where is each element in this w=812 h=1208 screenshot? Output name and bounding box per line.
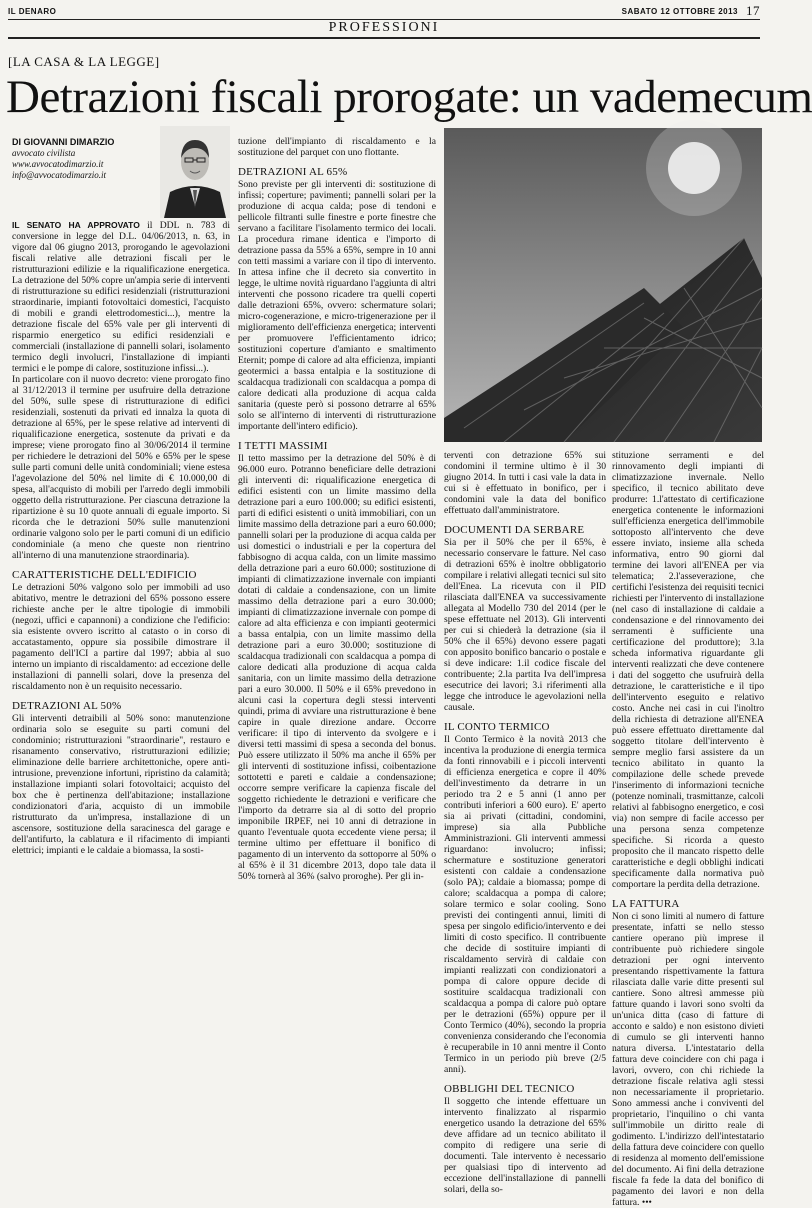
issue-date: SABATO 12 OTTOBRE 2013 xyxy=(621,7,738,16)
subheading: OBBLIGHI DEL TECNICO xyxy=(444,1083,575,1095)
subheading: DETRAZIONI AL 65% xyxy=(238,166,348,178)
section-title: PROFESSIONI xyxy=(328,20,440,35)
paragraph: In particolare con il nuovo decreto: viene prorogato fino al 31/12/2013 il termine per usufruire della detrazione del 50%, sulle spese di ristrutturazione di edifici residenziali, sostenuti da privati ed innalza la quota di detrazione al 65%, per le spese relative ad interventi di riqualificazione energetica, sostenute da privati e da imprese; viene prorogato fino al 30/06/2014 il termine per richiedere le detrazioni del 50% e 65% per le spese sulle parti comuni delle unità condominiali; viene estesa l'agevolazione del 50% nel limite di € 10.000,00 di spesa, all'acquisto di mobili per l'arredo degli immobili oggetto della ristrutturazione. Per ciascuna detrazione la ripartizione è su 10 quote annuali di eguale importo. Si ricorda che le detrazioni 50% sulle manutenzioni ordinarie valgono solo per le parti comuni di un edificio condominiale (a meno che queste non rientrino all'interno di una manutenzione straordinaria). xyxy=(12,374,230,561)
paragraph: stituzione serramenti e del rinnovamento degli impianti di climatizzazione invernale. Nello specifico, il tecnico abilitato deve produrre: 1.l'attestato di certificazione energetica contenente le informazioni sull'efficienza energetica dell'immobile sottoposto all'intervento che deve essere inviato, insieme alla scheda informativa, entro 90 giorni dal termine dei lavori all'ENEA per via telematica; 2.l'asseverazione, che certifichi l'esistenza dei requisiti tecnici richiesti per l'intervento di installazione (nel caso di installazione di caldaie a condensazione e del rinnovamento dei serramenti è sufficiente una certificazione del produttore); 3.la scheda informativa riguardante gli interventi realizzati che deve contenere i dati del soggetto che usufruirà della detrazione, le caratteristiche e il tipo dell'intervento eseguito e relativo costo. Anche nei casi in cui l'inoltro della richiesta di detrazione all'ENEA può essere effettuato direttamente dal soggetto titolare dell'intervento è sempre meglio farsi assistere da un tecnico abilitato in quanto la compilazione delle schede prevede l'inserimento di informazioni tecniche (potenze nominali, trasmittanze, calcoli relativi al fabbisogno energetico, e così via) non sempre di facile accesso per una persona senza competenze specifiche. Si ricorda a questo proposito che il mancato rispetto delle caratteristiche e degli obblighi indicati specificamente dalla normativa può comportare la perdita della detrazione. xyxy=(612,450,764,890)
byline xyxy=(12,137,162,181)
author-email: info@avvocatodimarzio.it xyxy=(12,170,107,180)
solar-panel-photo xyxy=(444,128,762,442)
subheading: I TETTI MASSIMI xyxy=(238,440,328,452)
author-name: DI GIOVANNI DIMARZIO xyxy=(12,137,115,147)
column-2 xyxy=(238,136,436,994)
subheading: DOCUMENTI DA SERBARE xyxy=(444,524,585,536)
section-rule xyxy=(8,37,760,39)
author-website: www.avvocatodimarzio.it xyxy=(12,159,104,169)
paragraph: Sono previste per gli interventi di: sostituzione di infissi; coperture; pavimenti; pannelli solari per la produzione di acqua calda; pose di tendoni e pellicole filtranti sulle finestre e porte finestre che servano a facilitare l'isolamento termico dei locali. La procedura rimane identica e l'importo di detrazione passa da 55% a 65%, sempre in 10 anni con tetti massimi a variare con il tipo di intervento. In attesa infine che il decreto sia convertito in legge, le ultime novità riguardano l'aggiunta di altri interventi che possono ricadere tra quelli coperti dalle detrazioni 65%, ovvero: schermature solari; micro-cogenerazione, e micro-trigenerazione per il miglioramento dell'efficienza energetica; interventi per promuovere l'efficientamento idrico; sostituzioni coperture d'amianto e smaltimento Eternit; pompe di calore ad alta efficienza, impianti geotermici a bassa entalpia e la sostituzione di scaldacqua tradizionali con scaldacqua a pompa di calore dedicati alla produzione di acqua calda sanitaria (queste però si possono detrarre al 65% solo se all'interno di interventi di ristrutturazione importante dell'intero edificio). xyxy=(238,179,436,432)
subheading: DETRAZIONI AL 50% xyxy=(12,700,122,712)
subheading: CARATTERISTICHE DELL'EDIFICIO xyxy=(12,569,197,581)
paragraph: Sia per il 50% che per il 65%, è necessario conservare le fatture. Nel caso di detrazioni 65% è inoltre obbligatorio compilare i relativi allegati tecnici sul sito dell'Enea. La ricevuta con il PID rilasciata dall'ENEA va successivamente allegata al Modello 730 del 2014 (per le spese effettuate nel 2013). Gli interventi per cui si chiederà la detrazione (sia il 50% che il 65%) devono essere pagati con apposito bonifico bancario o postale e si deve indicare: 1.il codice fiscale del contribuente; 2.la partita Iva dell'impresa esecutrice dei lavori; 3.i riferimenti alla legge che introduce le agevolazioni nella causale. xyxy=(444,537,606,713)
paragraph: Il soggetto che intende effettuare un intervento finalizzato al risparmio energetico usando la detrazione del 65% deve affidare ad un tecnico abilitato il compito di redigere una serie di documenti. Tale intervento è necessario per qualsiasi tipo di intervento ad eccezione dell'installazione di pannelli solari, della so- xyxy=(444,1096,606,1195)
column-3 xyxy=(444,450,606,1195)
subheading: IL CONTO TERMICO xyxy=(444,721,550,733)
paragraph: Le detrazioni 50% valgono solo per immobili ad uso abitativo, mentre le detrazioni del 65% possono essere richieste anche per le altre tipologie di immobili (negozi, uffici e capannoni) a condizione che l'edificio: sia esistente ovvero iscritto al catasto o in corso di accatastamento, oppure sia possibile dimostrare il pagamento dell'ICI a partire dal 1997; abbia al suo interno un impianto di riscaldamento: ad eccezione delle installazioni di pannelli solari, dove la presenza del riscaldamento non è un requisito necessario. xyxy=(12,582,230,692)
page-header xyxy=(8,5,760,19)
author-role: avvocato civilista xyxy=(12,148,76,158)
column-4 xyxy=(612,450,764,1208)
paragraph: il DDL n. 783 di conversione in legge del D.L. 04/06/2013, n. 63, in vigore dal 06 giugno 2013, prorogando le agevolazioni fiscali relative alle detrazioni fiscali per le ristrutturazioni edilizie e la riqualificazione energetica. La detrazione del 50% copre un'ampia serie di interventi di ristrutturazione su edifici residenziali (ristrutturazioni straordinarie, impianti fotovoltaici domestici, l'acquisto di mobili e grandi elettrodomestici...), mentre la detrazione fiscale del 65% vale per gli interventi di risparmio energetico su edifici residenziali e commerciali (installazione di pannelli solari, isolamento termico degli involucri, l'installazione di impianti termici e le pompe di calore, sostituzione infissi...). xyxy=(12,220,230,374)
newspaper-name: IL DENARO xyxy=(8,7,57,16)
kicker: [LA CASA & LA LEGGE] xyxy=(8,54,160,69)
subheading: LA FATTURA xyxy=(612,898,680,910)
column-1 xyxy=(12,220,230,994)
paragraph: Gli interventi detraibili al 50% sono: manutenzione ordinaria solo se eseguite su parti comuni del condominio; ristrutturazioni "straordinarie", restauro e risanamento conservativo, ristrutturazioni edilizie; eliminazione delle barriere architettoniche, opere anti-intrusione, prevenzione infortuni, ripristino da calamità; installazione impianti solari fotovoltaici; acquisto del box che è pertinenza dell'abitazione; installazione condizionatori d'aria, acquisto di un immobile ristrutturato da un'impresa, installazione di un ascensore, sostituzione della saracinesca del garage e dell'antifurto, la cablatura e il rifacimento di impianti elettrici; impianti e le caldaie a biomassa, la sosti- xyxy=(12,713,230,856)
paragraph: Non ci sono limiti al numero di fatture presentate, infatti se nello stesso cantiere operano più imprese il contribuente può richiedere singole detrazioni per ogni intervento presentando rispettivamente la fattura rilasciata dalle varie ditte presenti sul cantiere. Sono altresì ammesse più fatture quando i lavori sono svolti da un'unica ditta (caso di fatture di acconto e saldo) e non esistono divieti di cumulo se gli interventi hanno natura diversa. L'intestatario della fattura deve coincidere con chi paga i lavori, ovvero, con chi richiede la detrazione fiscale relativa agli stessi non necessariamente il proprietario. Sono ammessi anche i conviventi del proprietario, l'inquilino o chi vanta sull'immobile un diritto reale di godimento. L'indirizzo dell'intestatario della fattura deve coincidere con quello di residenza al momento dell'emissione del documento. Ai fini della detrazione fiscale fa fede la data del bonifico di pagamento dei lavori e non della fattura. ••• xyxy=(612,911,764,1208)
paragraph: terventi con detrazione 65% sui condomini il termine ultimo è il 30 giugno 2014. In tutti i casi vale la data in cui si è effettuato in bonifico, per i condomini vale la data del bonifico effettuato dall'amministratore. xyxy=(444,450,606,516)
paragraph: Il tetto massimo per la detrazione del 50% è di 96.000 euro. Potranno beneficiare delle detrazioni gli interventi di: riqualificazione energetica di edifici esistenti con un limite massimo della detrazione pari a euro 100.000; su edifici esistenti, parti di edifici esistenti o unità immobiliari, con un limite massimo della detrazione pari a euro 60.000; pannelli solari per la produzione di acqua calda per usi domestici o industriali e per la copertura del fabbisogno di acqua calda, con un limite massimo della detrazione pari a euro 60.000; sostituzione di impianti di climatizzazione invernale con impianti dotati di caldaie a condensazione, con un limite massimo della detrazione pari a euro 30.000; impianti di climatizzazione invernale con pompe di calore ad alta efficienza e con impianti geotermici a bassa entalpia, con un limite massimo della detrazione pari a euro 30.000; sostituzione di scaldacqua tradizionali con scaldacqua a pompa di calore dedicati alla produzione di acqua calda sanitaria, con un limite massimo della detrazione pari a euro 30.000. Il 50% e il 65% prevedono in alcuni casi la copertura degli stessi interventi quindi, prima di avviare una ristrutturazione è bene capire in quale direzione andare. Occorre verificare: il tipo di intervento da svolgere e i diversi tetti massimi di spesa a seconda del bonus. Può essere utilizzato il 50% ma anche il 65% per gli interventi di sostituzione infissi, coibentazione sottotetti e pareti e caldaie a condensazione; occorre sempre verificare la capienza fiscale del soggetto richiedente le detrazioni e verificare che l'importo da detrarre sia al di sotto del proprio imponibile IRPEF, nei 10 anni di detrazione in quanto l'eventuale quota eccedente viene persa; il termine ultimo per effettuare il bonifico di pagamento di un intervento da sottoporre al 50% o al 65% è il 31 dicembre 2013, dopo tale data il 50% tornerà al 36% (salvo proroghe). Per gli in- xyxy=(238,453,436,882)
author-photo xyxy=(160,126,230,218)
headline: Detrazioni fiscali prorogate: un vademecum xyxy=(6,71,812,123)
paragraph: tuzione dell'impianto di riscaldamento e la sostituzione del parquet con uno flottante. xyxy=(238,136,436,158)
paragraph: Il Conto Termico è la novità 2013 che incentiva la produzione di energia termica da fonti rinnovabili e i piccoli interventi di efficienza energetica e copre il 40% dell'investimento da detrarre in un periodo tra 2 e 5 anni (1 anno per contributi inferiori a 600 euro). E' aperto sia ai privati (cittadini, condomini, imprese) sia alla Pubbliche Amministrazioni. Gli interventi ammessi riguardano: involucro; infissi; schermature e sostituzione generatori esistenti con caldaie a condensazione (solo PA); caldaie a biomassa; pompe di calore; scaldacqua a pompa di calore; solare termico e solar cooling. Sono previsti dei contingenti annui, limiti di spesa per singolo edificio/intervento e dei limiti di costo specifico. Il contribuente che decide di sostituire impianti di riscaldamento servirà di caldaie con impianti realizzati con condizionatori a pompa di calore oppure decide di sostituire scaldacqua tradizionali con scaldacqua a pompa di calore può optare per le detrazioni (65%) oppure per il Conto Termico (40%), secondo la propria convenienza considerando che l'economia è recuperabile in 10 anni mentre il Conto Termico in un periodo più breve (2/5 anni). xyxy=(444,734,606,1075)
lead-in: IL SENATO HA APPROVATO xyxy=(12,220,140,230)
page-number: 17 xyxy=(746,3,760,18)
